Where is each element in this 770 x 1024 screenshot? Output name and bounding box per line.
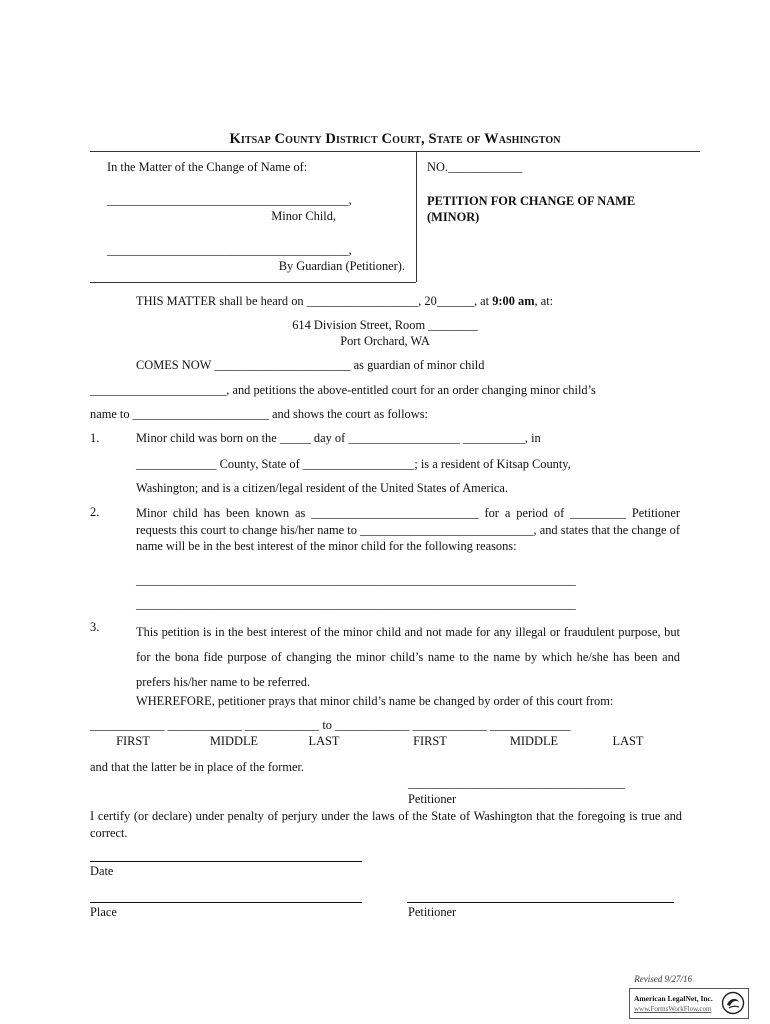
court-title: Kitsap County District Court, State of Washington bbox=[229, 131, 561, 147]
place-label: Place bbox=[90, 905, 117, 919]
petitioner-label: Petitioner bbox=[408, 905, 457, 919]
revised-date: Revised 9/27/16 bbox=[634, 974, 692, 984]
item1-line3: Washington; and is a citizen/legal resident of the United States of America. bbox=[136, 481, 508, 495]
hearing-prefix: THIS MATTER shall be heard on __________________, 20______, at bbox=[136, 294, 493, 308]
from-middle-label: MIDDLE bbox=[209, 734, 259, 748]
place-signature-line[interactable] bbox=[90, 902, 362, 903]
caption-divider bbox=[416, 151, 417, 282]
case-number: NO.____________ bbox=[427, 160, 523, 174]
certify-text: I certify (or declare) under penalty of perjury under the laws of the State of Washington that the foregoing is true and correct. bbox=[90, 809, 682, 840]
hearing-statement bbox=[136, 294, 553, 309]
latter-text: and that the latter be in place of the former. bbox=[90, 760, 304, 774]
item-number: 3. bbox=[90, 620, 100, 634]
publisher-logo-icon bbox=[721, 991, 745, 1015]
item1-line1: Minor child was born on the _____ day of __________________ __________, in bbox=[136, 431, 541, 445]
petition-intro-line: ______________________, and petitions the above-entitled court for an order changing minor child’s bbox=[90, 383, 596, 397]
guardian-label: By Guardian (Petitioner). bbox=[278, 259, 405, 273]
publisher-website[interactable]: www.FormsWorkFlow.com bbox=[634, 1005, 712, 1013]
to-first-label: FIRST bbox=[413, 734, 447, 748]
to-middle-label: MIDDLE bbox=[509, 734, 559, 748]
petitioner-signature-rule[interactable] bbox=[407, 902, 674, 903]
hearing-address-line1: 614 Division Street, Room ________ bbox=[292, 318, 478, 332]
item-number: 1. bbox=[90, 431, 100, 445]
document-title-line2: (MINOR) bbox=[427, 210, 480, 224]
date-label: Date bbox=[90, 864, 114, 878]
item1-line2: _____________ County, State of __________________; is a resident of Kitsap County, bbox=[136, 457, 571, 471]
minor-name-line[interactable]: _______________________________________, bbox=[107, 193, 352, 207]
matter-label: In the Matter of the Change of Name of: bbox=[107, 160, 308, 174]
publisher-name: American LegalNet, Inc. bbox=[634, 994, 713, 1003]
name-change-blanks[interactable]: ____________ ____________ ____________ to ____________ ____________ _____________ bbox=[90, 718, 571, 732]
petitioner-label: Petitioner bbox=[408, 792, 457, 806]
item3-text: This petition is in the best interest of the minor child and not made for any illegal or fraudulent purpose, but for the bona fide purpose of changing the minor child’s name to the name by which he/she has been and prefers his/her name to be referred. bbox=[136, 625, 680, 689]
from-first-label: FIRST bbox=[116, 734, 150, 748]
hearing-suffix: , at: bbox=[534, 294, 554, 308]
comes-now-line: COMES NOW ______________________ as guardian of minor child bbox=[136, 358, 485, 372]
reasons-blank-line[interactable]: _______________________________________________________________________ bbox=[136, 597, 576, 611]
petitioner-signature-line[interactable]: ___________________________________ bbox=[408, 776, 625, 790]
caption-top-rule bbox=[90, 151, 700, 152]
caption-bottom-rule bbox=[90, 282, 416, 283]
minor-child-label: Minor Child, bbox=[271, 209, 336, 223]
reasons-blank-line[interactable]: _______________________________________________________________________ bbox=[136, 573, 576, 587]
hearing-time: 9:00 am bbox=[492, 294, 535, 308]
document-title-line1: PETITION FOR CHANGE OF NAME bbox=[427, 194, 636, 208]
item2-text: Minor child has been known as ___________________________ for a period of _________ Petitioner requests this court to change his/her name to ____________________________, and states that the change of name will be in the best interest of the minor child for the following reasons: bbox=[136, 506, 680, 553]
guardian-name-line[interactable]: _______________________________________, bbox=[107, 243, 352, 257]
to-last-label: LAST bbox=[612, 734, 644, 748]
publisher-logo-box bbox=[629, 988, 749, 1019]
name-to-line: name to ______________________ and shows the court as follows: bbox=[90, 407, 428, 421]
from-last-label: LAST bbox=[308, 734, 340, 748]
wherefore-text: WHEREFORE, petitioner prays that minor child’s name be changed by order of this court from: bbox=[136, 694, 614, 708]
date-signature-line[interactable] bbox=[90, 861, 362, 862]
hearing-address-line2: Port Orchard, WA bbox=[340, 334, 430, 348]
item-number: 2. bbox=[90, 505, 100, 519]
